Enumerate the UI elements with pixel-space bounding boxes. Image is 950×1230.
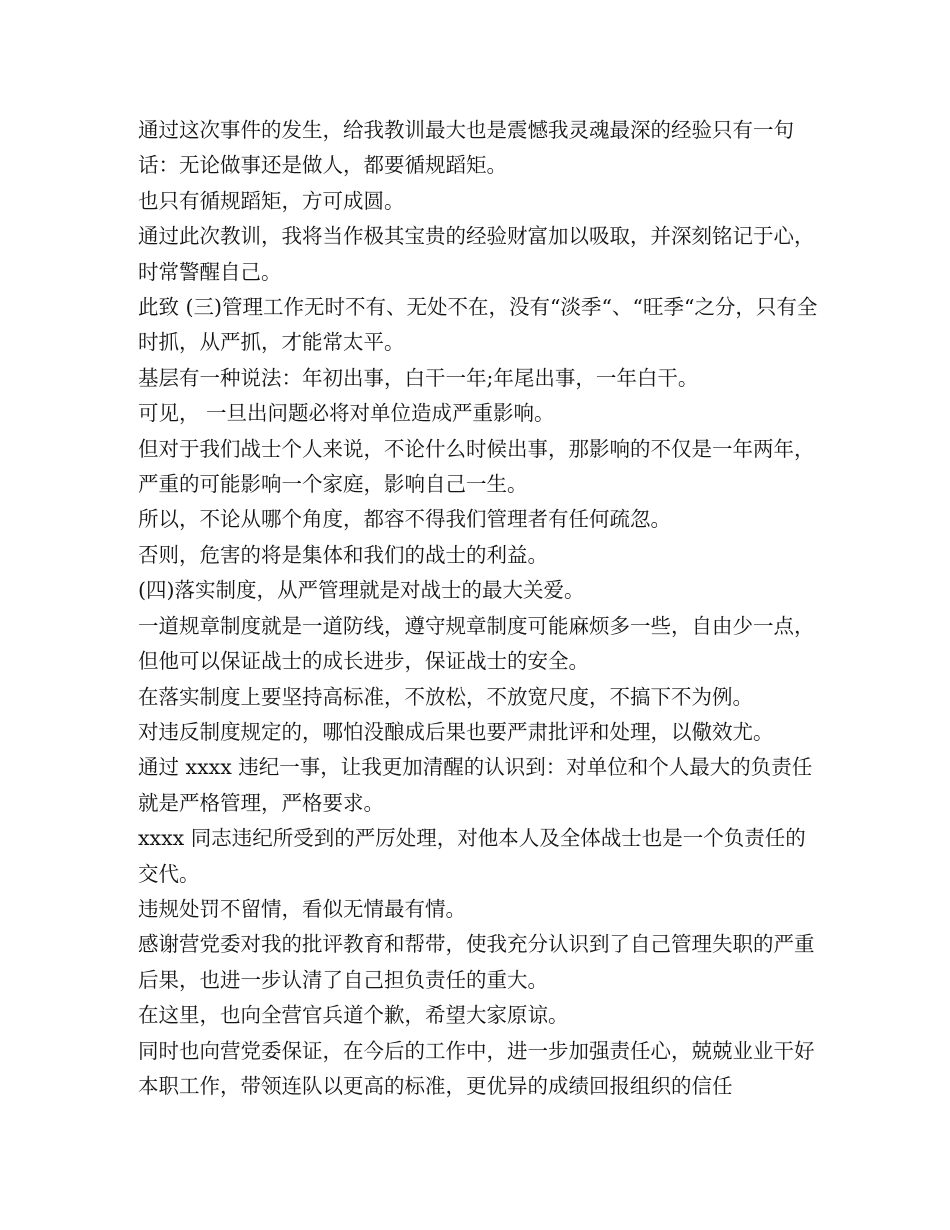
paragraph-8: 所以，不论从哪个角度，都容不得我们管理者有任何疏忽。 [138,507,671,532]
paragraph-16: 违规处罚不留情，看似无情最有情。 [138,896,466,921]
paragraph-14: 通过 xxxx 违纪一事，让我更加清醒的认识到：对单位和个人最大的负责任就是严格管理，严格要求。 [138,755,813,815]
paragraph-15: xxxx 同志违纪所受到的严厉处理，对他本人及全体战士也是一个负责任的交代。 [138,826,806,886]
paragraph-11: 一道规章制度就是一道防线，遵守规章制度可能麻烦多一些，自由少一点，但他可以保证战士的成长进步，保证战士的安全。 [138,613,815,674]
paragraph-4: 此致 (三)管理工作无时不有、无处不在，没有“淡季“、“旺季“之分，只有全时抓，从严抓，才能常太平。 [138,295,818,355]
paragraph-2: 也只有循规蹈矩，方可成圆。 [138,188,405,213]
paragraph-1: 通过这次事件的发生，给我教训最大也是震憾我灵魂最深的经验只有一句话：无论做事还是做人，都要循规蹈矩。 [138,118,794,178]
paragraph-19: 同时也向营党委保证，在今后的工作中，进一步加强责任心，兢兢业业干好本职工作，带领连队以更高的标准，更优异的成绩回报组织的信任 [138,1038,815,1098]
paragraph-6: 可见， 一旦出问题必将对单位造成严重影响。 [138,401,555,426]
paragraph-12: 在落实制度上要坚持高标准，不放松，不放宽尺度，不搞下不为例。 [138,684,753,709]
paragraph-13: 对违反制度规定的，哪怕没酿成后果也要严肃批评和处理，以儆效尤。 [138,719,774,744]
paragraph-10: (四)落实制度，从严管理就是对战士的最大关爱。 [138,578,585,603]
paragraph-18: 在这里，也向全营官兵道个歉，希望大家原谅。 [138,1003,569,1028]
paragraph-5: 基层有一种说法：年初出事，白干一年;年尾出事，一年白干。 [138,365,699,390]
paragraph-17: 感谢营党委对我的批评教育和帮带，使我充分认识到了自己管理失职的严重后果，也进一步认清了自己担负责任的重大。 [138,932,815,992]
document-body [138,113,818,1104]
paragraph-9: 否则，危害的将是集体和我们的战士的利益。 [138,542,548,567]
paragraph-7: 但对于我们战士个人来说，不论什么时候出事，那影响的不仅是一年两年，严重的可能影响一个家庭，影响自己一生。 [138,436,815,497]
paragraph-3: 通过此次教训，我将当作极其宝贵的经验财富加以吸取，并深刻铭记于心，时常警醒自己。 [138,224,815,284]
